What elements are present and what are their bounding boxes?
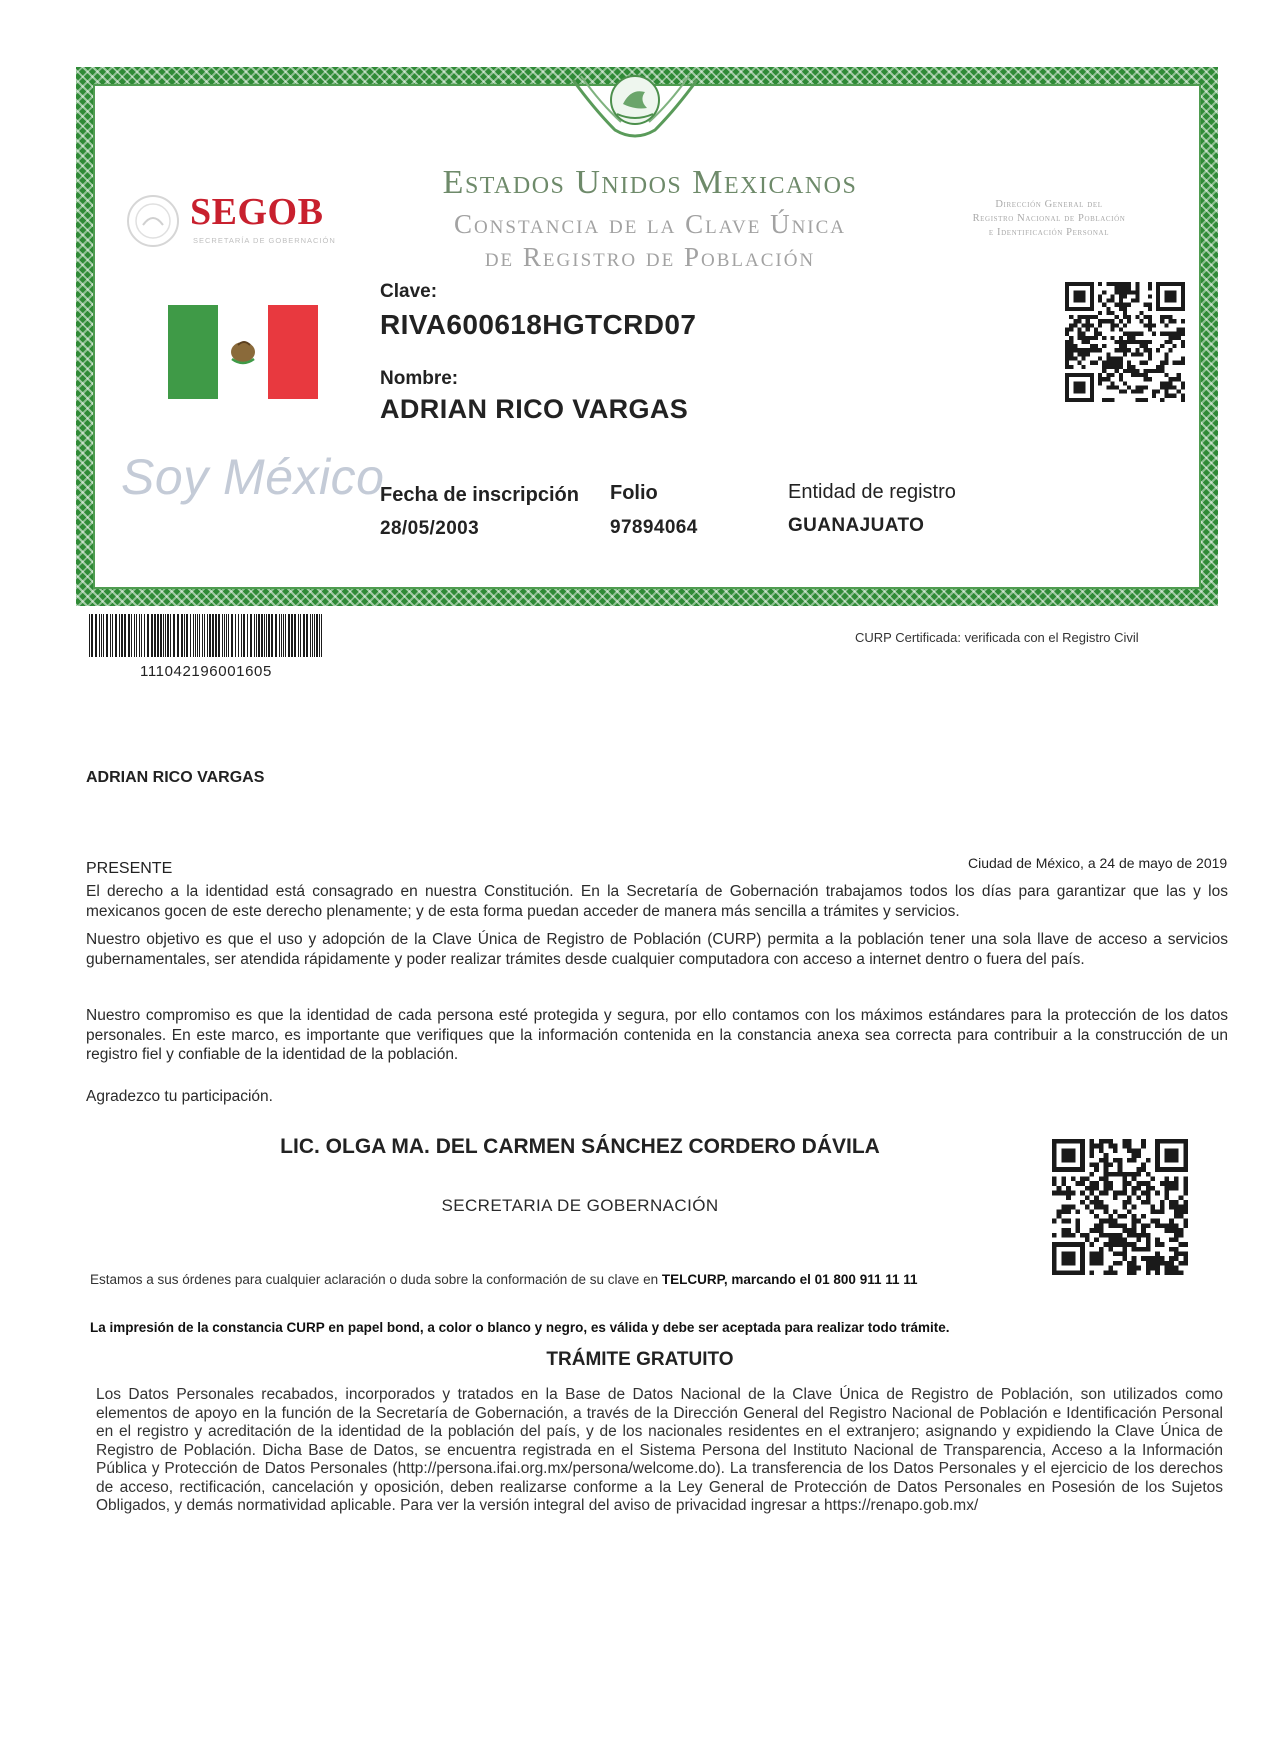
letter-paragraph-1: El derecho a la identidad está consagrado en nuestra Constitución. En la Secretaría de Gobernación trabajamos todos los días para garantizar que las y los mexicanos gocen de este derecho plenamente; y de esta forma puedan acceder de manera más sencilla a trámites y servicios.: [86, 883, 1228, 920]
curp-certificada-note: CURP Certificada: verificada con el Registro Civil: [855, 630, 1139, 645]
country-title: Estados Unidos Mexicanos: [442, 164, 858, 201]
signer-title: SECRETARIA DE GOBERNACIÓN: [441, 1196, 719, 1215]
document-title-line1: Constancia de la Clave Única: [453, 209, 847, 239]
segob-seal-icon: [125, 193, 181, 249]
place-date: Ciudad de México, a 24 de mayo de 2019: [968, 855, 1228, 871]
entidad-registro-label: Entidad de registro: [788, 481, 956, 503]
tramite-gratuito-heading: TRÁMITE GRATUITO: [546, 1349, 734, 1370]
segob-subtitle: SECRETARÍA DE GOBERNACIÓN: [193, 236, 336, 245]
privacy-notice: Los Datos Personales recabados, incorporados y tratados en la Base de Datos Nacional de la Clave Única de Registro de Población, son utilizados como elementos de apoyo en la función de la Secretaría de Gobernación, a través de la Dirección General del Registro Nacional de Población e Identificación Personal en el registro y acreditación de la identidad de la población del país, y de los nacionales residentes en el extranjero; asignando y expidiendo la Clave Única de Registro de Población. Dicha Base de Datos, se encuentra registrada en el Sistema Persona del Instituto Nacional de Transparencia, Acceso a la Información Pública y Protección de Datos Personales (http://persona.ifai.org.mx/persona/welcome.do). La transferencia de los Datos Personales y el ejercicio de los derechos de acceso, rectificación, cancelación y oposición, deben realizarse conforme a la Ley General de Protección de Datos Personales en Posesión de los Sujetos Obligados, y demás normatividad aplicable. Para ver la versión integral del aviso de privacidad ingresar a https://renapo.gob.mx/: [96, 1386, 1223, 1514]
folio-value: 97894064: [610, 517, 698, 538]
certificate-qr-code: [1065, 282, 1185, 402]
fecha-inscripcion-value: 28/05/2003: [380, 518, 480, 539]
certificate-body: [93, 84, 1201, 589]
document-title-line2: de Registro de Población: [484, 242, 816, 272]
mexican-flag-icon: [168, 305, 318, 399]
letter-paragraph-4: Agradezco tu participación.: [86, 1088, 273, 1105]
soy-mexico-watermark: Soy México: [121, 449, 385, 505]
barcode-number: 111042196001605: [140, 663, 272, 680]
letter-paragraph-2: Nuestro objetivo es que el uso y adopción de la Clave Única de Registro de Población (CURP) permita a la población tener una sola llave de acceso a servicios gubernamentales, ser atendida rápidamente y poder realizar trámites desde cualquier computadora con acceso a internet dentro o fuera del país.: [86, 931, 1228, 968]
folio-label: Folio: [610, 482, 658, 504]
clave-value: RIVA600618HGTCRD07: [380, 309, 697, 340]
nombre-label: Nombre:: [380, 368, 459, 389]
barcode: [89, 614, 324, 657]
clave-label: Clave:: [380, 281, 438, 302]
nombre-value: ADRIAN RICO VARGAS: [380, 394, 689, 424]
aclaracion-note: Estamos a sus órdenes para cualquier aclaración o duda sobre la conformación de su clave en TELCURP, marcando el 01 800 911 11 11: [90, 1272, 918, 1287]
presente-label: PRESENTE: [86, 860, 173, 877]
fecha-inscripcion-label: Fecha de inscripción: [380, 484, 579, 506]
national-emblem-icon: [565, 70, 705, 146]
telcurp-phone: TELCURP, marcando el 01 800 911 11 11: [661, 1272, 918, 1287]
segob-logo: SEGOB: [190, 191, 324, 233]
entidad-registro-value: GUANAJUATO: [788, 515, 925, 536]
dgrnpip-caption: Dirección General del Registro Nacional de Población e Identificación Personal: [972, 199, 1126, 238]
curp-certificate: [76, 67, 1218, 606]
addressee-name: ADRIAN RICO VARGAS: [86, 769, 265, 786]
signature-qr-code: [1052, 1139, 1188, 1275]
signer-name: LIC. OLGA MA. DEL CARMEN SÁNCHEZ CORDERO DÁVILA: [280, 1135, 880, 1158]
impresion-note: La impresión de la constancia CURP en papel bond, a color o blanco y negro, es válida y debe ser aceptada para realizar todo trámite.: [90, 1320, 950, 1335]
letter-paragraph-3: Nuestro compromiso es que la identidad de cada persona esté protegida y segura, por ello contamos con los máximos estándares para la protección de los datos personales. En este marco, es importante que verifiques que la información contenida en la constancia anexa sea correcta para contribuir a la construcción de un registro fiel y confiable de la identidad de la población.: [86, 1007, 1228, 1063]
